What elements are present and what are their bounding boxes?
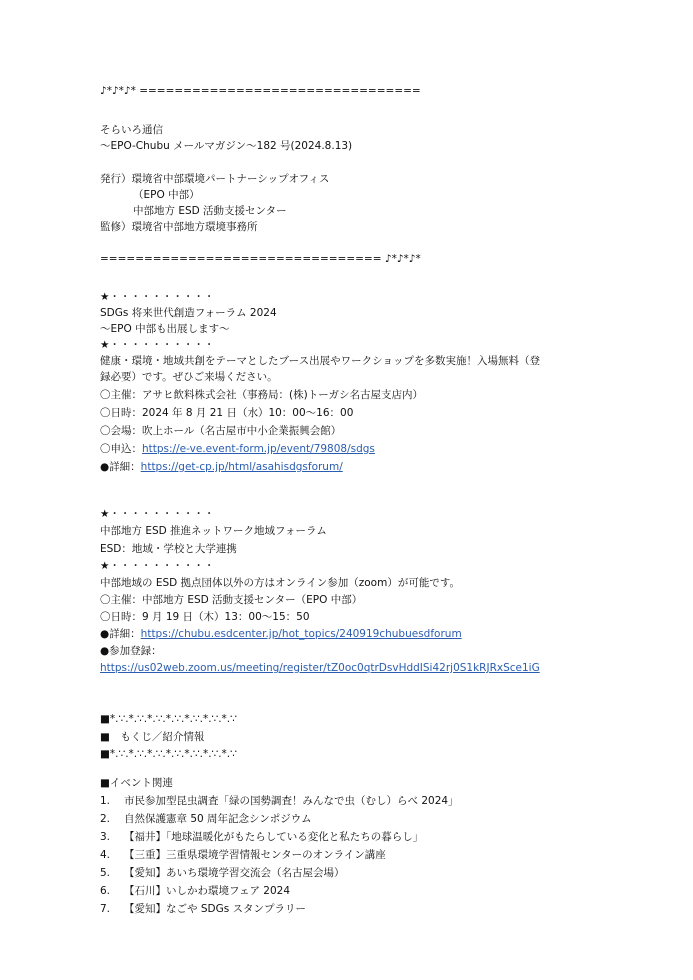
toc-deco-top: ■*.∵.*.∵.*.∵.*.∵.*.∵.*.∵.*.∵ [100,713,237,725]
event2-stars-top: ★・・・・・・・・・・ [100,508,215,520]
publisher-abbrev: （EPO 中部） [133,189,200,201]
event2-title: 中部地方 ESD 推進ネットワーク地域フォーラム [100,525,327,537]
toc-item-text: 【愛知】あいち環境学習交流会（名古屋会場） [124,867,345,879]
toc-item-text: 【福井】「地球温暖化がもたらしている変化と私たちの暮らし」 [124,831,424,843]
header-top-rule: ♪*♪*♪* ================================ [100,85,421,97]
event2-subtitle: ESD：地域・学校と大学連携 [100,543,237,555]
toc-item-number: 5. [100,867,111,879]
details-label: ●詳細： [100,461,141,473]
toc-item-number: 4. [100,849,111,861]
toc-item-number: 7. [100,903,111,915]
event2-organizer: 〇主催：中部地方 ESD 活動支援センター（EPO 中部） [100,594,363,606]
toc-item-6[interactable] [100,884,290,898]
toc-item-text: 市民参加型昆虫調査「緑の国勢調査！みんなで虫（むし）らべ 2024」 [124,795,459,807]
toc-item-5[interactable] [100,866,345,880]
newsletter-subtitle: ～EPO-Chubu メールマガジン～182 号(2024.8.13) [100,140,353,152]
toc-item-2[interactable] [100,812,312,826]
toc-deco-bottom: ■*.∵.*.∵.*.∵.*.∵.*.∵.*.∵.*.∵ [100,748,237,760]
event2-register-link[interactable]: https://us02web.zoom.us/meeting/register/tZ0oc0qtrDsvHddISi42rj0S1kRJRxSce1iG [100,662,540,674]
event1-details-row [100,460,343,474]
supervisor-line: 監修）環境省中部地方環境事務所 [100,221,258,233]
newsletter-title: そらいろ通信 [100,124,163,136]
toc-item-number: 2. [100,813,111,825]
event1-description-cont: 録必要）です。ぜひご来場ください。 [100,371,278,383]
toc-item-number: 6. [100,885,111,897]
event2-stars-bottom: ★・・・・・・・・・・ [100,560,215,572]
event1-datetime: 〇日時：2024 年 8 月 21 日（水）10：00～16：00 [100,407,354,419]
toc-item-text: 自然保護憲章 50 周年記念シンポジウム [124,813,312,825]
toc-item-text: 【石川】いしかわ環境フェア 2024 [124,885,291,897]
details-label: ●詳細： [100,628,141,640]
event1-venue: 〇会場：吹上ホール（名古屋市中小企業振興会館） [100,425,342,437]
toc-heading: ■ もくじ／紹介情報 [100,731,205,743]
event1-stars-top: ★・・・・・・・・・・ [100,291,215,303]
toc-item-1[interactable] [100,794,459,808]
toc-item-3[interactable] [100,830,423,844]
event2-datetime: 〇日時：9 月 19 日（木）13：00～15：50 [100,611,310,623]
event1-apply-row [100,442,375,456]
event2-register-label: ●参加登録： [100,645,162,657]
toc-item-number: 1. [100,795,111,807]
toc-item-4[interactable] [100,848,386,862]
header-bottom-rule: ================================ ♪*♪*♪* [100,253,421,265]
event2-details-row [100,627,462,641]
event1-details-link[interactable]: https://get-cp.jp/html/asahisdgsforum/ [140,461,343,473]
toc-category: ■イベント関連 [100,777,173,789]
apply-label: 〇申込： [100,443,142,455]
toc-item-7[interactable] [100,902,306,916]
toc-item-number: 3. [100,831,111,843]
toc-item-text: 【三重】三重県環境学習情報センターのオンライン講座 [124,849,386,861]
event2-details-link[interactable]: https://chubu.esdcenter.jp/hot_topics/240919chubuesdforum [140,628,462,640]
event1-organizer: 〇主催：アサヒ飲料株式会社（事務局：(株)トーガシ名古屋支店内） [100,389,423,401]
publisher-line: 発行）環境省中部環境パートナーシップオフィス [100,173,330,185]
event1-apply-link[interactable]: https://e-ve.event-form.jp/event/79808/sdgs [142,443,375,455]
event2-description: 中部地域の ESD 拠点団体以外の方はオンライン参加（zoom）が可能です。 [100,577,460,589]
event1-subtitle: ～EPO 中部も出展します～ [100,323,230,335]
event1-stars-bottom: ★・・・・・・・・・・ [100,339,215,351]
toc-item-text: 【愛知】なごや SDGs スタンプラリー [124,903,307,915]
publisher-center: 中部地方 ESD 活動支援センター [133,205,287,217]
event1-description: 健康・環境・地域共創をテーマとしたブース出展やワークショップを多数実施！入場無料（登 [100,355,540,367]
event1-title: SDGs 将来世代創造フォーラム 2024 [100,307,277,319]
